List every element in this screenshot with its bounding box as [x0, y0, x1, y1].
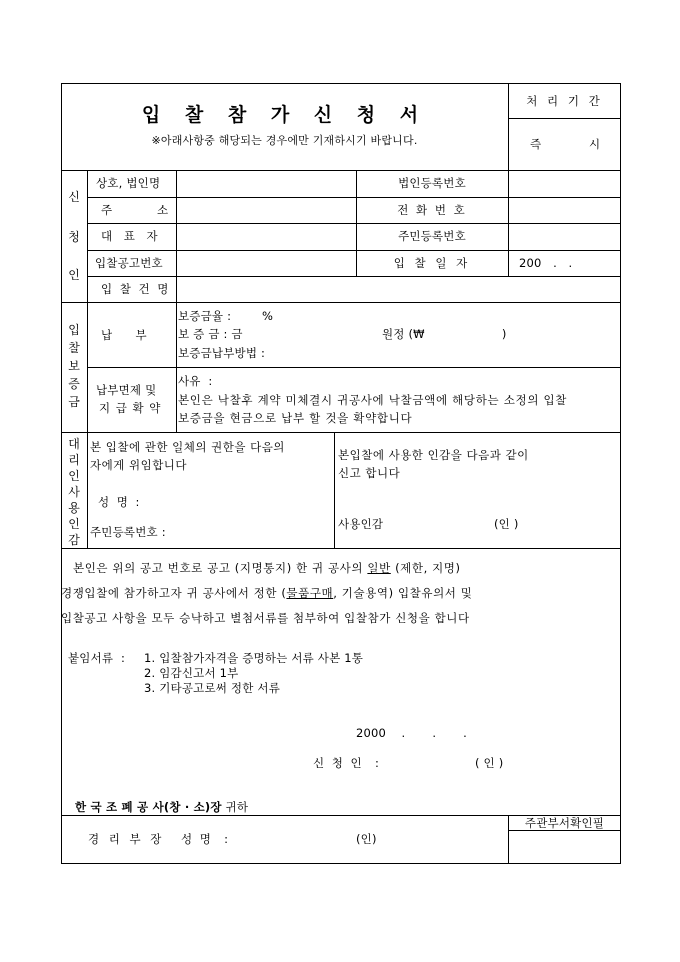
representative-label: 대 표 자	[101, 229, 162, 243]
section-label-applicant: 청	[68, 230, 80, 244]
divider	[87, 170, 88, 432]
section-label-deposit: 찰	[68, 341, 80, 355]
deposit-method-line: 보증금납부방법 :	[178, 346, 266, 360]
divider	[176, 170, 177, 432]
exemption-label: 납부면제 및	[96, 383, 157, 397]
section-label-agent: 리	[68, 453, 80, 467]
section-label-applicant: 신	[68, 190, 80, 204]
bid-type-goods: 물품구매	[286, 586, 334, 600]
attachments-label: 붙임서류 :	[68, 651, 126, 665]
divider	[87, 197, 621, 198]
divider	[61, 548, 621, 549]
phone-label: 전 화 번 호	[397, 203, 467, 217]
addressee	[75, 800, 248, 814]
divider	[87, 223, 621, 224]
exemption-reason-label: 사유 :	[178, 374, 213, 388]
seal-declaration-text: 본입찰에 사용한 인감을 다음과 같이	[338, 448, 529, 462]
statement-text: 본인은 위의 공고 번호로 공고 (지명통지) 한 귀 공사의	[73, 561, 364, 575]
finance-manager-name-label: 성 명 :	[181, 832, 231, 846]
statement-line: 입찰공고 사항을 모두 승낙하고 별첨서류를 첨부하여 입찰참가 신청을 합니다	[61, 611, 470, 625]
border-right	[620, 83, 621, 864]
section-label-agent: 감	[68, 533, 80, 547]
section-label-deposit: 금	[68, 395, 80, 409]
border-top	[61, 83, 621, 84]
section-label-agent: 사	[68, 485, 80, 499]
attachment-item: 2. 임감신고서 1부	[144, 666, 239, 680]
section-label-agent: 대	[68, 437, 80, 451]
divider	[508, 118, 621, 119]
pledge-text: 본인은 낙찰후 계약 미체결시 귀공사에 낙찰금액에 해당하는 소정의 입찰	[178, 393, 568, 407]
exemption-label: 지 급 확 약	[99, 401, 162, 415]
divider	[87, 276, 621, 277]
finance-manager-seal: (인)	[356, 832, 377, 846]
statement-line	[61, 586, 472, 600]
delegation-text: 본 입찰에 관한 일체의 권한을 다음의	[90, 440, 285, 454]
applicant-sign-label: 신 청 인 :	[313, 756, 381, 770]
statement-text: 경쟁입찰에 참가하고자 귀 공사에서 정한 (	[61, 586, 287, 600]
application-date: 2000 . . .	[356, 726, 468, 740]
bid-item-label: 입 찰 건 명	[101, 282, 171, 296]
section-label-deposit: 입	[68, 323, 80, 337]
processing-period-value: 시	[589, 137, 601, 151]
section-label-applicant: 인	[68, 268, 80, 282]
statement-text: , 기술용역) 입찰유의서 및	[333, 586, 473, 600]
processing-period-label: 처 리 기 간	[526, 94, 603, 108]
seal-label: 사용인감	[338, 517, 384, 531]
agent-resident-label: 주민등록번호 :	[90, 525, 166, 539]
addressee-tail: 귀하	[225, 800, 249, 814]
form-title: 입 찰 참 가 신 청 서	[141, 104, 428, 126]
divider	[87, 432, 88, 548]
corp-registration-label: 법인등록번호	[398, 176, 466, 190]
divider	[87, 250, 621, 251]
statement-line	[73, 561, 461, 575]
pledge-text: 보증금을 현금으로 납부 할 것을 확약합니다	[178, 411, 413, 425]
address-label: 소	[157, 203, 169, 217]
section-label-agent: 인	[68, 469, 80, 483]
delegation-text: 자에게 위임합니다	[90, 458, 188, 472]
address-label: 주	[101, 203, 113, 217]
border-bottom	[61, 863, 621, 864]
section-label-agent: 용	[68, 501, 80, 515]
applicant-seal-mark: ( 인 )	[475, 756, 504, 770]
form-note: ※아래사항중 해당되는 경우에만 기재하시기 바랍니다.	[151, 134, 418, 147]
seal-mark: (인 )	[494, 517, 519, 531]
section-label-agent: 인	[68, 517, 80, 531]
border-left	[61, 83, 62, 864]
divider	[508, 830, 621, 831]
attachment-item: 3. 기타공고로써 정한 서류	[144, 681, 281, 695]
processing-period-value: 즉	[530, 137, 542, 151]
deposit-rate-line: 보증금율 : %	[178, 309, 274, 323]
divider	[334, 432, 335, 548]
company-name-label: 상호, 법인명	[96, 176, 161, 190]
divider	[61, 302, 621, 303]
deposit-amount-line: 보 증 금 : 금	[178, 327, 243, 341]
addressee-name: 한 국 조 폐 공 사(창 · 소)장	[75, 800, 222, 814]
finance-manager-label: 경 리 부 장	[88, 832, 165, 846]
seal-declaration-text: 신고 합니다	[338, 466, 401, 480]
bid-date-label: 입 찰 일 자	[393, 256, 471, 270]
bid-notice-number-label: 입찰공고번호	[95, 256, 163, 270]
divider	[61, 432, 621, 433]
agent-name-label: 성 명 :	[98, 495, 142, 509]
deposit-won-line: 원정 (₩ )	[382, 327, 507, 341]
section-label-deposit: 증	[68, 377, 80, 391]
section-label-deposit: 보	[68, 359, 80, 373]
attachment-item: 1. 입찰참가자격을 증명하는 서류 사본 1통	[144, 651, 364, 665]
bid-date-value: 200 . .	[519, 256, 573, 270]
statement-text: (제한, 지명)	[395, 561, 461, 575]
divider	[87, 367, 621, 368]
bid-type-general: 일반	[367, 561, 391, 575]
divider	[61, 170, 621, 171]
department-confirm-label: 주관부서확인필	[524, 816, 605, 830]
payment-label: 납 부	[101, 328, 147, 342]
resident-number-label: 주민등록번호	[398, 229, 466, 243]
